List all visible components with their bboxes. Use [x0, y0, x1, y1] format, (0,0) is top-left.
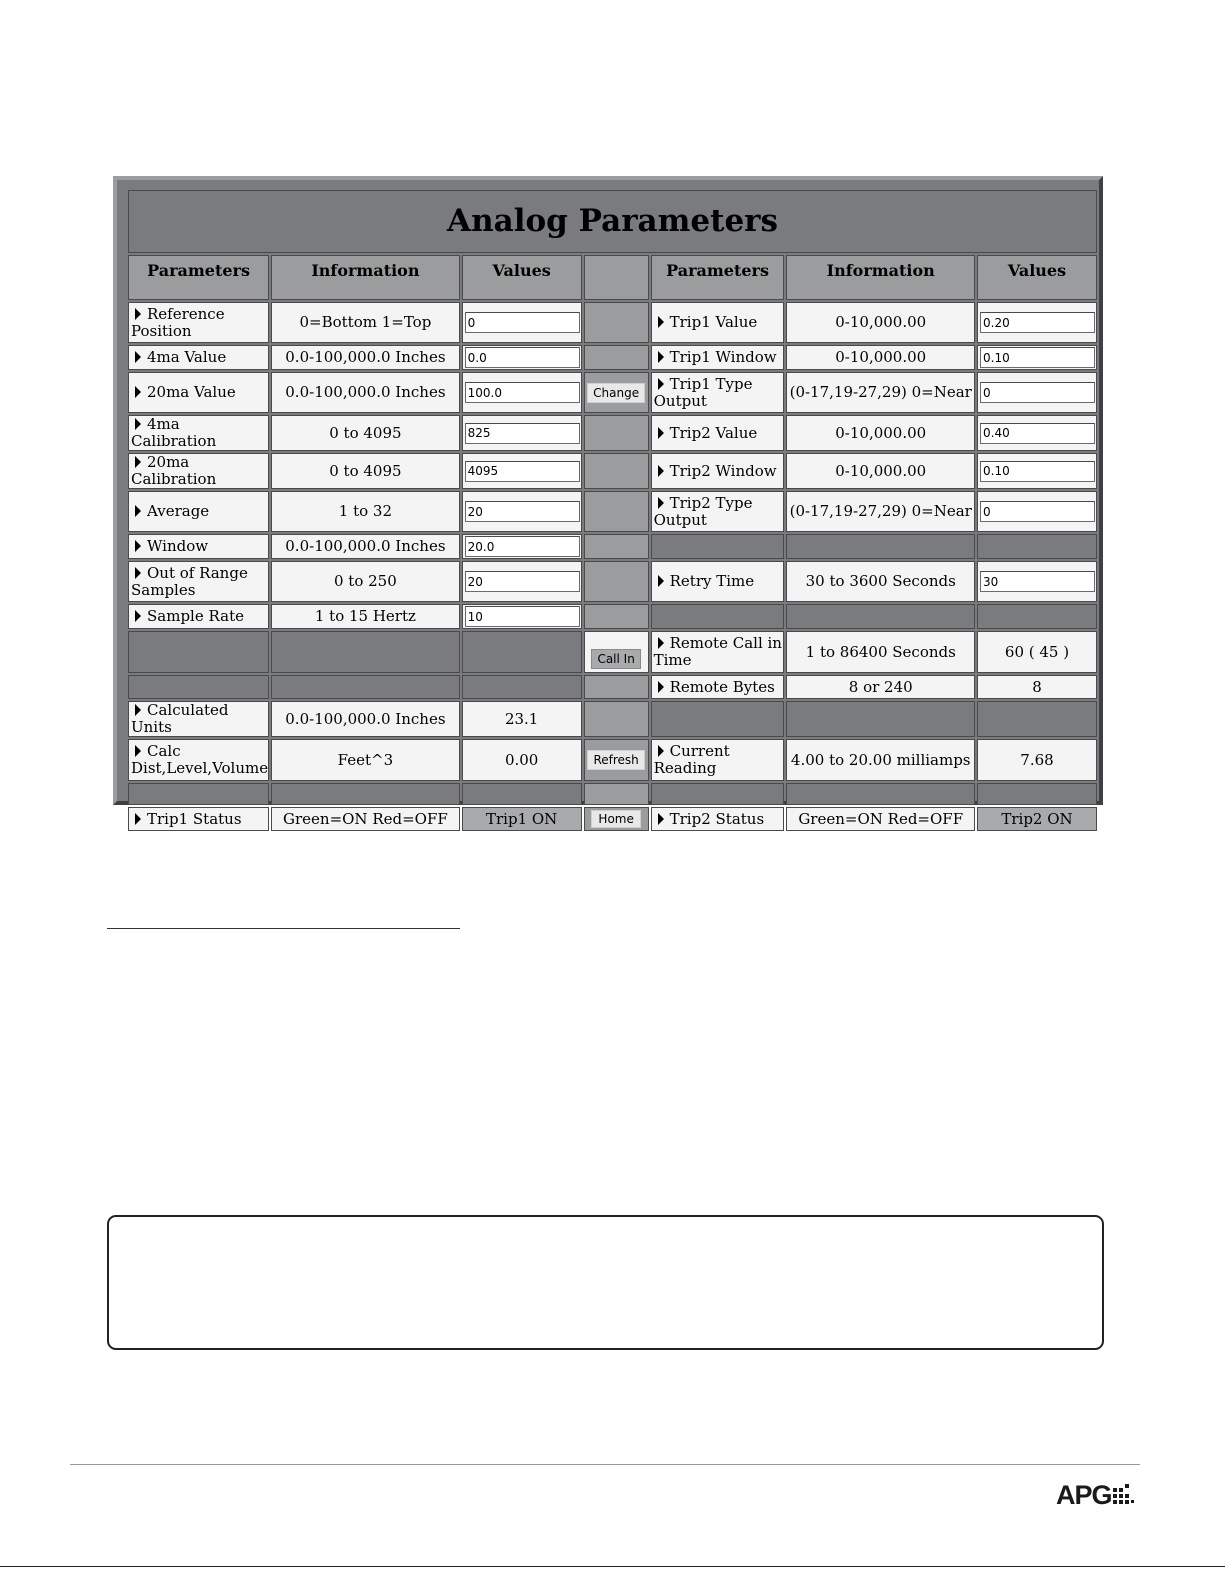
- value-cell-reference-position: [462, 302, 582, 343]
- info-sample-rate: 1 to 15 Hertz: [271, 604, 460, 629]
- trip2-value-input[interactable]: [980, 423, 1095, 444]
- spacer-cell: [584, 701, 649, 737]
- page-title: Analog Parameters: [128, 190, 1097, 253]
- info-4ma-calibration: 0 to 4095: [271, 415, 460, 451]
- change-button[interactable]: Change: [587, 383, 645, 403]
- value-cell-average: [462, 491, 582, 532]
- parameters-table: [126, 188, 1099, 833]
- info-trip1-value: 0-10,000.00: [786, 302, 975, 343]
- param-window[interactable]: Window: [128, 534, 269, 559]
- note-box: [107, 1215, 1104, 1350]
- 20ma-value-input[interactable]: [465, 382, 580, 403]
- info-trip2-window: 0-10,000.00: [786, 453, 975, 489]
- empty-cell: [462, 675, 582, 699]
- info-trip1-type-output: (0-17,19-27,29) 0=Near: [786, 372, 975, 413]
- footer-divider: [70, 1464, 1140, 1465]
- spacer-cell: [584, 783, 649, 805]
- value-current-reading: 7.68: [977, 739, 1097, 781]
- expand-arrow-icon: [135, 386, 141, 398]
- empty-cell: [651, 701, 785, 737]
- expand-arrow-icon: [658, 427, 664, 439]
- spacer-cell: [584, 453, 649, 489]
- empty-cell: [128, 783, 269, 805]
- trip1-type-output-input[interactable]: [980, 382, 1095, 403]
- expand-arrow-icon: [658, 813, 664, 825]
- empty-cell: [462, 783, 582, 805]
- spacer-cell: [584, 534, 649, 559]
- expand-arrow-icon: [135, 540, 141, 552]
- empty-cell: [128, 675, 269, 699]
- param-trip1-status[interactable]: Trip1 Status: [128, 807, 269, 831]
- change-button-cell: [584, 372, 649, 413]
- empty-cell: [977, 604, 1097, 629]
- param-trip2-status[interactable]: Trip2 Status: [651, 807, 785, 831]
- info-out-of-range-samples: 0 to 250: [271, 561, 460, 602]
- info-trip1-status: Green=ON Red=OFF: [271, 807, 460, 831]
- param-reference-position[interactable]: Reference Position: [128, 302, 269, 343]
- home-button[interactable]: Home: [591, 810, 640, 828]
- param-calc-dist-level-volume[interactable]: Calc Dist,Level,Volume: [128, 739, 269, 781]
- trip2-status-badge: Trip2 ON: [977, 807, 1097, 831]
- value-cell-4ma-calibration: [462, 415, 582, 451]
- expand-arrow-icon: [135, 610, 141, 622]
- call-in-button[interactable]: Call In: [591, 649, 640, 669]
- param-trip1-value[interactable]: Trip1 Value: [651, 302, 785, 343]
- value-cell-out-of-range-samples: [462, 561, 582, 602]
- expand-arrow-icon: [658, 681, 664, 693]
- value-remote-call-in-time: 60 ( 45 ): [977, 631, 1097, 673]
- info-calc-dist-level-volume: Feet^3: [271, 739, 460, 781]
- empty-cell: [651, 534, 785, 559]
- value-cell-trip2-window: [977, 453, 1097, 489]
- expand-arrow-icon: [135, 745, 141, 757]
- param-sample-rate[interactable]: Sample Rate: [128, 604, 269, 629]
- expand-arrow-icon: [135, 308, 141, 320]
- empty-cell: [651, 783, 785, 805]
- expand-arrow-icon: [135, 567, 141, 579]
- info-trip1-window: 0-10,000.00: [786, 345, 975, 370]
- info-20ma-value: 0.0-100,000.0 Inches: [271, 372, 460, 413]
- apg-logo-dots-icon: [1113, 1484, 1135, 1508]
- info-trip2-type-output: (0-17,19-27,29) 0=Near: [786, 491, 975, 532]
- spacer-cell: [584, 415, 649, 451]
- expand-arrow-icon: [135, 456, 141, 468]
- trip2-window-input[interactable]: [980, 461, 1095, 482]
- param-trip2-type-output[interactable]: Trip2 Type Output: [651, 491, 785, 532]
- param-4ma-calibration[interactable]: 4ma Calibration: [128, 415, 269, 451]
- info-20ma-calibration: 0 to 4095: [271, 453, 460, 489]
- value-cell-window: [462, 534, 582, 559]
- value-calc-dist-level-volume: 0.00: [462, 739, 582, 781]
- param-calculated-units[interactable]: Calculated Units: [128, 701, 269, 737]
- expand-arrow-icon: [135, 704, 141, 716]
- expand-arrow-icon: [135, 351, 141, 363]
- call-in-button-cell: [584, 631, 649, 673]
- param-average[interactable]: Average: [128, 491, 269, 532]
- info-calculated-units: 0.0-100,000.0 Inches: [271, 701, 460, 737]
- analog-parameters-panel: [113, 176, 1103, 828]
- header-parameters-right: Parameters: [651, 255, 785, 300]
- expand-arrow-icon: [658, 351, 664, 363]
- retry-time-input[interactable]: [980, 571, 1095, 592]
- trip2-type-output-input[interactable]: [980, 501, 1095, 522]
- 20ma-calibration-input[interactable]: [465, 461, 580, 482]
- info-trip2-value: 0-10,000.00: [786, 415, 975, 451]
- spacer-cell: [584, 604, 649, 629]
- expand-arrow-icon: [658, 575, 664, 587]
- value-cell-trip2-type-output: [977, 491, 1097, 532]
- empty-cell: [977, 701, 1097, 737]
- info-average: 1 to 32: [271, 491, 460, 532]
- sample-rate-input[interactable]: [465, 606, 580, 627]
- spacer-cell: [584, 345, 649, 370]
- 4ma-value-input[interactable]: [465, 347, 580, 368]
- param-out-of-range-samples[interactable]: Out of Range Samples: [128, 561, 269, 602]
- header-parameters-left: Parameters: [128, 255, 269, 300]
- header-values-right: Values: [977, 255, 1097, 300]
- spacer-cell: [584, 491, 649, 532]
- trip1-window-input[interactable]: [980, 347, 1095, 368]
- empty-cell: [977, 534, 1097, 559]
- value-cell-retry-time: [977, 561, 1097, 602]
- value-cell-sample-rate: [462, 604, 582, 629]
- expand-arrow-icon: [135, 813, 141, 825]
- param-trip1-type-output[interactable]: Trip1 Type Output: [651, 372, 785, 413]
- info-trip2-status: Green=ON Red=OFF: [786, 807, 975, 831]
- value-calculated-units: 23.1: [462, 701, 582, 737]
- param-4ma-value[interactable]: 4ma Value: [128, 345, 269, 370]
- info-window: 0.0-100,000.0 Inches: [271, 534, 460, 559]
- empty-cell: [786, 534, 975, 559]
- param-remote-bytes[interactable]: Remote Bytes: [651, 675, 785, 699]
- apg-logo: APG: [1056, 1480, 1135, 1511]
- window-input[interactable]: [465, 536, 580, 557]
- param-current-reading[interactable]: Current Reading: [651, 739, 785, 781]
- spacer-cell: [584, 561, 649, 602]
- info-remote-call-in-time: 1 to 86400 Seconds: [786, 631, 975, 673]
- expand-arrow-icon: [658, 745, 664, 757]
- info-current-reading: 4.00 to 20.00 milliamps: [786, 739, 975, 781]
- info-reference-position: 0=Bottom 1=Top: [271, 302, 460, 343]
- header-information-left: Information: [271, 255, 460, 300]
- expand-arrow-icon: [658, 378, 664, 390]
- value-cell-trip1-type-output: [977, 372, 1097, 413]
- param-remote-call-in-time[interactable]: Remote Call in Time: [651, 631, 785, 673]
- trip1-value-input[interactable]: [980, 312, 1095, 333]
- out-of-range-samples-input[interactable]: [465, 571, 580, 592]
- empty-cell: [651, 604, 785, 629]
- expand-arrow-icon: [135, 505, 141, 517]
- value-cell-4ma-value: [462, 345, 582, 370]
- empty-cell: [271, 783, 460, 805]
- spacer-cell: [584, 302, 649, 343]
- refresh-button-cell: [584, 739, 649, 781]
- trip1-status-badge: Trip1 ON: [462, 807, 582, 831]
- average-input[interactable]: [465, 501, 580, 522]
- empty-cell: [786, 604, 975, 629]
- param-20ma-calibration[interactable]: 20ma Calibration: [128, 453, 269, 489]
- value-remote-bytes: 8: [977, 675, 1097, 699]
- value-cell-20ma-calibration: [462, 453, 582, 489]
- expand-arrow-icon: [658, 637, 664, 649]
- empty-cell: [271, 675, 460, 699]
- empty-cell: [786, 701, 975, 737]
- empty-cell: [128, 631, 269, 673]
- empty-cell: [462, 631, 582, 673]
- info-retry-time: 30 to 3600 Seconds: [786, 561, 975, 602]
- 4ma-calibration-input[interactable]: [465, 423, 580, 444]
- param-trip2-value[interactable]: Trip2 Value: [651, 415, 785, 451]
- expand-arrow-icon: [135, 418, 141, 430]
- value-cell-trip1-window: [977, 345, 1097, 370]
- empty-cell: [977, 783, 1097, 805]
- expand-arrow-icon: [658, 497, 664, 509]
- value-cell-trip2-value: [977, 415, 1097, 451]
- reference-position-input[interactable]: [465, 312, 580, 333]
- expand-arrow-icon: [658, 465, 664, 477]
- param-trip1-window[interactable]: Trip1 Window: [651, 345, 785, 370]
- info-remote-bytes: 8 or 240: [786, 675, 975, 699]
- page-bottom-border: [0, 1566, 1225, 1567]
- header-values-left: Values: [462, 255, 582, 300]
- spacer-cell: [584, 675, 649, 699]
- header-spacer: [584, 255, 649, 300]
- empty-cell: [786, 783, 975, 805]
- param-20ma-value[interactable]: 20ma Value: [128, 372, 269, 413]
- refresh-button[interactable]: Refresh: [587, 750, 644, 770]
- section-divider: [107, 928, 460, 929]
- expand-arrow-icon: [658, 316, 664, 328]
- header-information-right: Information: [786, 255, 975, 300]
- param-trip2-window[interactable]: Trip2 Window: [651, 453, 785, 489]
- info-4ma-value: 0.0-100,000.0 Inches: [271, 345, 460, 370]
- empty-cell: [271, 631, 460, 673]
- value-cell-20ma-value: [462, 372, 582, 413]
- home-button-cell: [584, 807, 649, 831]
- value-cell-trip1-value: [977, 302, 1097, 343]
- param-retry-time[interactable]: Retry Time: [651, 561, 785, 602]
